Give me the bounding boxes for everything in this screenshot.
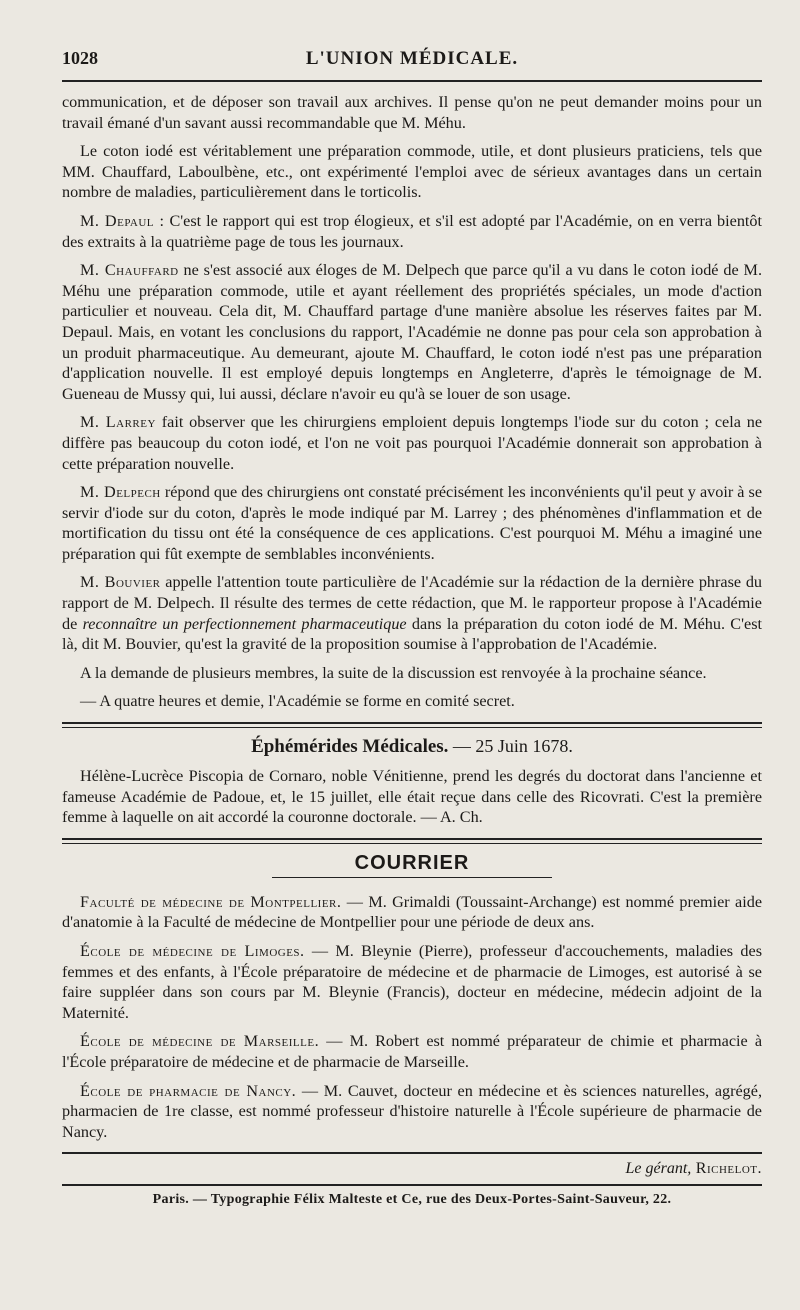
speaker-name: M. Depaul : [80, 211, 165, 230]
courrier-item-title: École de pharmacie de Nancy. [80, 1081, 297, 1100]
courrier-item-text: — M. Grimaldi (Toussaint-Archange) est nommé premier aide d'anatomie à la Faculté de médecine de Montpellier pour une période de deux ans. [62, 892, 762, 932]
courrier-heading: COURRIER [354, 851, 470, 874]
paragraph-delpech [62, 482, 762, 564]
speaker-text-italic: reconnaître un perfectionnement pharmaceutique [82, 614, 407, 633]
paragraph-chauffard [62, 260, 762, 404]
page-number: 1028 [62, 48, 98, 68]
ephemerides-title: Éphémérides Médicales. [251, 736, 449, 758]
academy-report [62, 92, 762, 712]
paragraph-larrey [62, 412, 762, 474]
heading-underline [272, 877, 552, 878]
courrier-item [62, 1031, 762, 1072]
paragraph-bouvier [62, 572, 762, 654]
ephemerides-text: Hélène-Lucrèce Piscopia de Cornaro, noble Vénitienne, prend les degrés du doctorat dans l'ancienne et fameuse Académie de Padoue, et, le 15 juillet, elle était reçue dans celle des Ricovrati. C'est la première femme à laquelle on ait accordé la couronne doctorale. — A. Ch. [62, 767, 762, 827]
signature-label: Le gérant, [625, 1160, 692, 1178]
ephemerides-date: — 25 Juin 1678. [448, 736, 573, 757]
section-divider [62, 722, 762, 728]
signature [62, 1160, 762, 1178]
ephemerides-section [62, 766, 762, 828]
courrier-item-title: École de médecine de Limoges. [80, 942, 305, 960]
speaker-name: M. Chauffard [80, 261, 179, 280]
page-header [62, 40, 762, 82]
courrier-item-text: — M. Bleynie (Pierre), professeur d'accouchements, maladies des femmes et des enfants, à l'École préparatoire de médecine et de pharmacie de Limoges, est autorisé à se faire suppléer dans son cours par M. Bleynie (Francis), docteur en médecine, médecin adjoint de la Maternité. [62, 942, 762, 1022]
paragraph-continuation: communication, et de déposer son travail aux archives. Il pense qu'on ne peut demander moins pour un travail émané d'un savant aussi recommandable que M. Méhu. [62, 93, 762, 132]
courrier-item-title: École de médecine de Marseille. [80, 1032, 320, 1051]
paragraph-adjournment: A la demande de plusieurs membres, la suite de la discussion est renvoyée à la prochaine séance. [80, 663, 707, 682]
courrier-item-title: Faculté de médecine de Montpellier. [80, 892, 342, 911]
running-title: L'UNION MÉDICALE. [305, 48, 519, 69]
signature-name: Richelot. [691, 1160, 762, 1178]
courrier-item-text: — M. Robert est nommé préparateur de chimie et pharmacie à l'École préparatoire de médecine et de pharmacie de Marseille. [62, 1032, 763, 1071]
paragraph-coton-iode: Le coton iodé est véritablement une préparation commode, utile, et dont plusieurs praticiens, tels que MM. Chauffard, Laboulbène, etc., ont expérimenté l'emploi avec de sérieux avantages dans un certain nombre de maladies, particulièrement dans le torticolis. [62, 142, 762, 202]
courrier-item [62, 892, 762, 933]
speaker-text: dans la préparation du coton iodé de M. Méhu. C'est là, dit M. Bouvier, qu'est la gravité de la proposition soumise à l'approbation de l'Académie. [62, 614, 763, 654]
speaker-text: ne s'est associé aux éloges de M. Delpech que parce qu'il a vu dans le coton iodé de M. Méhu une préparation commode, utile et ayant réellement des propriétés spéciales, un mode d'action particulier et nouveau. Cela dit, M. Chauffard partage d'une manière absolue les réserves faites par M. Depaul. Mais, en votant les conclusions du rapport, l'Académie ne donne pas pour cela son approbation à un produit pharmaceutique. Au demeurant, ajoute M. Chauffard, le coton iodé n'est pas une préparation d'application nouvelle. Il est employé depuis longtemps en Angleterre, d'après le témoignage de M. Gueneau de Mussy qui, lui aussi, déclare n'avoir eu qu'à se louer de son usage. [62, 261, 762, 403]
speaker-text: appelle l'attention toute particulière de l'Académie sur la rédaction de la dernière phrase du rapport de M. Delpech. Il résulte des termes de cette rédaction, que M. le rapporteur propose à l'Académie de [62, 573, 763, 633]
speaker-text: fait observer que les chirurgiens emploient depuis longtemps l'iode sur du coton ; cela ne diffère pas beaucoup du coton iodé, et l'on ne voit pas pourquoi l'Académie donnerait son approbation à cette préparation nouvelle. [62, 413, 763, 473]
courrier-section [62, 892, 762, 1143]
speaker-name: M. Delpech [80, 483, 161, 502]
ephemerides-heading [62, 736, 762, 758]
paragraph-depaul [62, 211, 762, 252]
speaker-text: C'est le rapport qui est trop élogieux, et s'il est adopté par l'Académie, on en verra bientôt des extraits à la quatrième page de tous les journaux. [62, 211, 762, 251]
speaker-name: M. Bouvier [80, 573, 161, 592]
courrier-item-text: — M. Cauvet, docteur en médecine et ès sciences naturelles, agrégé, pharmacien de 1re classe, est nommé professeur d'histoire naturelle à l'École supérieure de pharmacie de Nancy. [62, 1081, 763, 1141]
courrier-item [62, 1081, 762, 1143]
paragraph-comite-secret: — A quatre heures et demie, l'Académie se forme en comité secret. [80, 692, 515, 711]
section-divider [62, 838, 762, 844]
signature-divider [62, 1152, 762, 1154]
courrier-item [62, 941, 762, 1023]
imprint-divider [62, 1184, 762, 1186]
printer-imprint: Paris. — Typographie Félix Malteste et Ce, rue des Deux-Portes-Saint-Sauveur, 22. [152, 1192, 672, 1208]
speaker-name: M. Larrey [80, 413, 156, 432]
speaker-text: répond que des chirurgiens ont constaté précisément les inconvénients qu'il peut y avoir à se servir d'iode sur du coton, d'après le mode indiqué par M. Larrey ; des phénomènes d'inflammation et de mortification du tissu ont été la conséquence de ces applications. C'est pourquoi M. Méhu a imaginé une préparation qui fût exempte de semblables inconvénients. [62, 483, 763, 563]
